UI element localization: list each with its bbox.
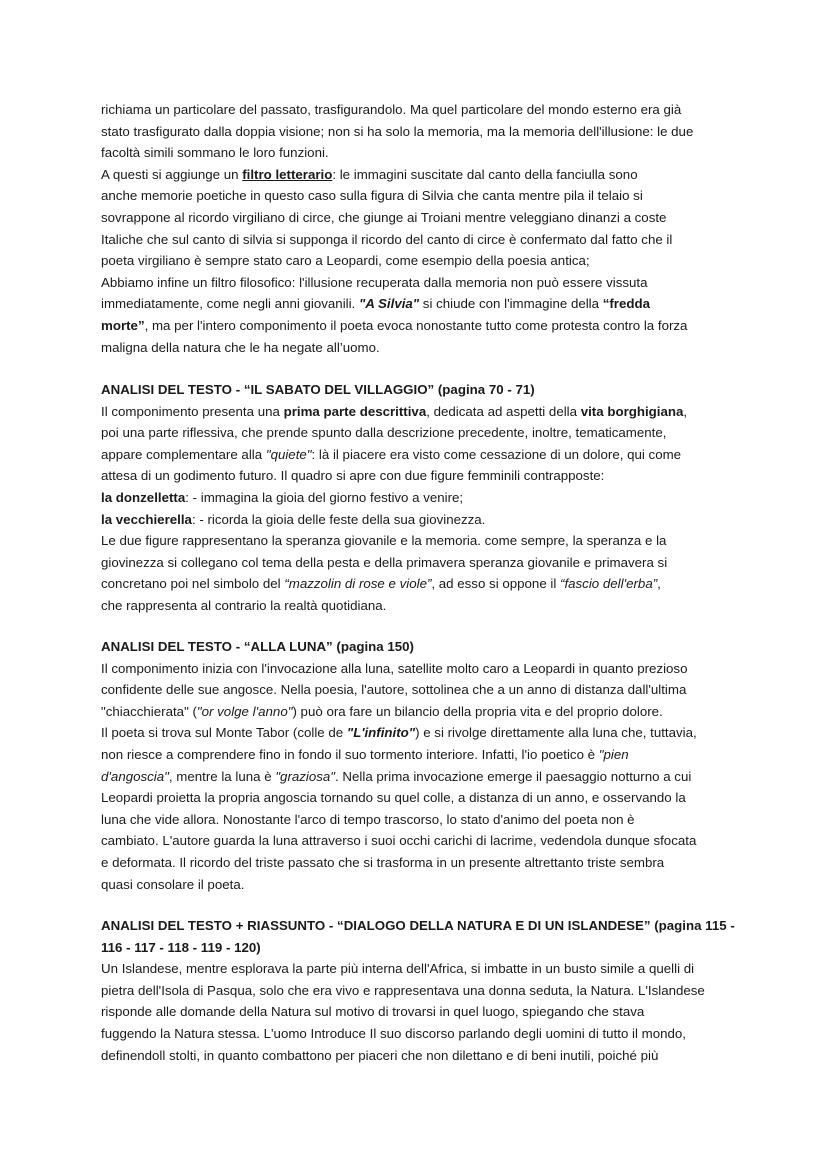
text-run: , ad esso si oppone il <box>431 576 561 592</box>
text-run: si chiude con l'immagine della <box>419 296 603 312</box>
text-run: : le immagini suscitate dal canto della fanciulla sono <box>332 166 638 182</box>
text-run: Il componimento presenta una <box>101 403 284 419</box>
section-sabato <box>101 379 751 617</box>
text-line <box>101 509 751 531</box>
intro-paragraph <box>101 99 751 358</box>
text-line: facoltà simili sommano le loro funzioni. <box>101 145 329 161</box>
text-run: "chiacchierata" ( <box>101 703 197 719</box>
text-run: : - ricorda la gioia delle feste della sua giovinezza. <box>191 511 486 527</box>
text-run: Il poeta si trova sul Monte Tabor (colle de <box>101 725 347 741</box>
bold-phrase: la vecchierella <box>101 511 192 527</box>
text-line: attesa di un godimento futuro. Il quadro si apre con due figure femminili contrapposte: <box>101 468 605 484</box>
text-run: concretano poi nel simbolo del <box>101 576 285 592</box>
text-line: Leopardi proietta la propria angoscia tornando su quel colle, a distanza di un anno, e osservando la <box>101 790 686 806</box>
text-line: Abbiamo infine un filtro filosofico: l'illusione recuperata dalla memoria non può essere vissuta <box>101 274 648 290</box>
text-line <box>101 573 751 595</box>
text-run: , dedicata ad aspetti della <box>426 403 581 419</box>
text-line: definendoll stolti, in quanto combattono per piaceri che non dilettano e di beni inutili, poiché più <box>101 1047 659 1063</box>
text-line <box>101 444 751 466</box>
text-line: cambiato. L'autore guarda la luna attraverso i suoi occhi carichi di lacrime, vedendola dunque sfocata <box>101 833 697 849</box>
section-heading: ANALISI DEL TESTO - “ALLA LUNA” (pagina 150) <box>101 639 414 654</box>
text-line: fuggendo la Natura stessa. L'uomo Introduce Il suo discorso parlando degli uomini di tutto il mondo, <box>101 1025 686 1041</box>
text-line <box>101 315 751 337</box>
text-line <box>101 487 751 509</box>
section-heading: ANALISI DEL TESTO - “IL SABATO DEL VILLAGGIO” (pagina 70 - 71) <box>101 382 535 397</box>
section-luna <box>101 636 751 895</box>
text-line: Il componimento inizia con l'invocazione alla luna, satellite molto caro a Leopardi in quanto prezioso <box>101 660 688 676</box>
text-line: Le due figure rappresentano la speranza giovanile e la memoria. come sempre, la speranza e la <box>101 533 667 549</box>
text-run: . Nella prima invocazione emerge il paesaggio notturno a cui <box>335 768 692 784</box>
text-line: maligna della natura che le ha negate all’uomo. <box>101 339 380 355</box>
text-line <box>101 722 751 744</box>
text-line: sovrappone al ricordo virgiliano di circe, che giunge ai Troiani mentre veleggiano dinanzi a coste <box>101 209 667 225</box>
text-line <box>101 293 751 315</box>
text-line: luna che vide allora. Nonostante l'arco di tempo trascorso, lo stato d'animo del poeta non è <box>101 811 635 827</box>
italic-quote: "quiete" <box>265 446 312 462</box>
text-line: stato trasfigurato dalla doppia visione; non si ha solo la memoria, ma la memoria dell'illusione: le due <box>101 123 694 139</box>
text-run: immediatamente, come negli anni giovanili. <box>101 296 359 312</box>
text-line: e deformata. Il ricordo del triste passato che si trasforma in un presente altrettanto triste sembra <box>101 854 665 870</box>
text-line <box>101 164 751 186</box>
text-line: Italiche che sul canto di silvia si supponga il ricordo del canto di circe è confermato dal fatto che il <box>101 231 673 247</box>
text-run: , ma per l'intero componimento il poeta evoca nonostante tutto come protesta contro la forza <box>144 317 688 333</box>
poem-title: "L'infinito" <box>346 725 416 741</box>
text-run: , <box>683 403 688 419</box>
italic-quote: “fascio dell'erba” <box>560 576 658 592</box>
text-line: poi una parte riflessiva, che prende spunto dalla descrizione precedente, inoltre, tematicamente, <box>101 425 667 441</box>
section-dialogo <box>101 915 751 1066</box>
text-run: , <box>657 576 661 592</box>
text-line: richiama un particolare del passato, trasfigurandolo. Ma quel particolare del mondo esterno era già <box>101 102 682 117</box>
section-heading-continued: 116 - 117 - 118 - 119 - 120) <box>101 939 261 955</box>
text-run: , mentre la luna è <box>168 768 276 784</box>
bold-phrase: la donzelletta <box>101 489 186 505</box>
bold-phrase: “fredda <box>602 296 651 312</box>
text-run: ) può ora fare un bilancio della propria vita e del proprio dolore. <box>292 703 663 719</box>
text-line <box>101 701 751 723</box>
text-run: non riesce a comprendere fino in fondo il suo tormento interiore. Infatti, l'io poetico è <box>101 746 599 762</box>
text-line: poeta virgiliano è sempre stato caro a Leopardi, come esempio della poesia antica; <box>101 253 590 269</box>
italic-quote: "graziosa" <box>275 768 336 784</box>
text-line: risponde alle domande della Natura sul motivo di trovarsi in quel luogo, spiegando che stava <box>101 1004 645 1020</box>
text-line: quasi consolare il poeta. <box>101 876 245 892</box>
text-run: appare complementare alla <box>101 446 266 462</box>
italic-quote: “mazzolin di rose e viole” <box>284 576 432 592</box>
text-line <box>101 401 751 423</box>
text-run: A questi si aggiunge un <box>101 166 243 182</box>
text-run: : - immagina la gioia del giorno festivo a venire; <box>185 489 464 505</box>
filtro-letterario-term: filtro letterario <box>242 166 333 182</box>
bold-phrase: morte” <box>101 317 145 333</box>
section-heading: ANALISI DEL TESTO + RIASSUNTO - “DIALOGO DELLA NATURA E DI UN ISLANDESE” (pagina 115 - <box>101 918 735 933</box>
italic-quote: "or volge l'anno" <box>196 703 293 719</box>
text-line: anche memorie poetiche in questo caso sulla figura di Silvia che canta mentre pila il telaio si <box>101 188 643 204</box>
poem-title: "A Silvia" <box>358 296 420 312</box>
bold-phrase: vita borghigiana <box>580 403 684 419</box>
text-run: : là il piacere era visto come cessazione di un dolore, qui come <box>311 446 682 462</box>
text-line <box>101 744 751 766</box>
text-run: ) e si rivolge direttamente alla luna che, tuttavia, <box>415 725 697 741</box>
italic-quote: "pien <box>598 746 629 762</box>
text-line <box>101 766 751 788</box>
text-line: pietra dell'Isola di Pasqua, solo che era vivo e rappresentava una donna seduta, la Natura. L'Islandese <box>101 982 705 998</box>
bold-phrase: prima parte descrittiva <box>283 403 427 419</box>
text-line: Un Islandese, mentre esplorava la parte più interna dell'Africa, si imbatte in un busto simile a quelli di <box>101 961 695 977</box>
text-line: giovinezza si collegano col tema della pesta e della primavera speranza giovanile e primavera si <box>101 554 668 570</box>
text-line: confidente delle sue angosce. Nella poesia, l'autore, sottolinea che a un anno di distanza dall'ultima <box>101 682 687 698</box>
italic-quote: d'angoscia" <box>101 768 169 784</box>
text-line: che rappresenta al contrario la realtà quotidiana. <box>101 597 387 613</box>
